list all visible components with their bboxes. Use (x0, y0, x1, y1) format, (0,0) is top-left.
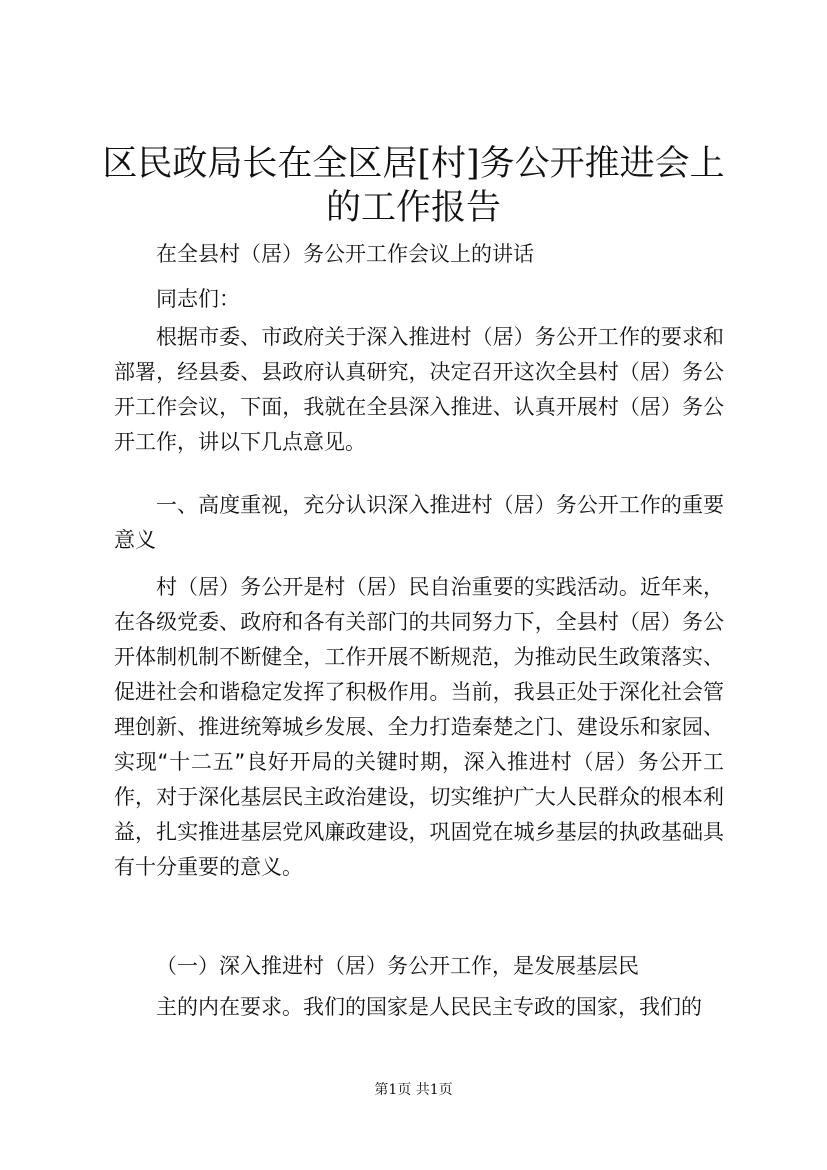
paragraph-intro: 根据市委、市政府关于深入推进村（居）务公开工作的要求和部署，经县委、县政府认真研究，决定召开这次全县村（居）务公开工作会议，下面，我就在全县深入推进、认真开展村（居）务公开工作，讲以下几点意见。 (114, 325, 724, 454)
document-title: 区民政局长在全区居[村]务公开推进会上的工作报告 (102, 144, 725, 228)
paragraph-significance: 村（居）务公开是村（居）民自治重要的实践活动。近年来，在各级党委、政府和各有关部门的共同努力下，全县村（居）务公开体制机制不断健全，工作开展不断规范，为推动民生政策落实、促进社会和谐稳定发挥了积极作用。当前，我县正处于深化社会管理创新、推进统筹城乡发展、全力打造秦楚之门、建设乐和家园、实现“十二五”良好开局的关键时期，深入推进村（居）务公开工作，对于深化基层民主政治建设，切实维护广大人民群众的根本利益，扎实推进基层党风廉政建设，巩固党在城乡基层的执政基础具有十分重要的意义。 (114, 575, 724, 879)
section-heading-1: 一、高度重视，充分认识深入推进村（居）务公开工作的重要意义 (114, 493, 724, 552)
page-footer: 第1页 共1页 (374, 1082, 453, 1098)
paragraph-continuation: 主的内在要求。我们的国家是人民民主专政的国家，我们的 (156, 995, 702, 1019)
speech-subtitle: 在全县村（居）务公开工作会议上的讲话 (156, 242, 534, 266)
salutation: 同志们： (156, 287, 240, 311)
subsection-heading-1: （一）深入推进村（居）务公开工作，是发展基层民 (156, 954, 639, 978)
